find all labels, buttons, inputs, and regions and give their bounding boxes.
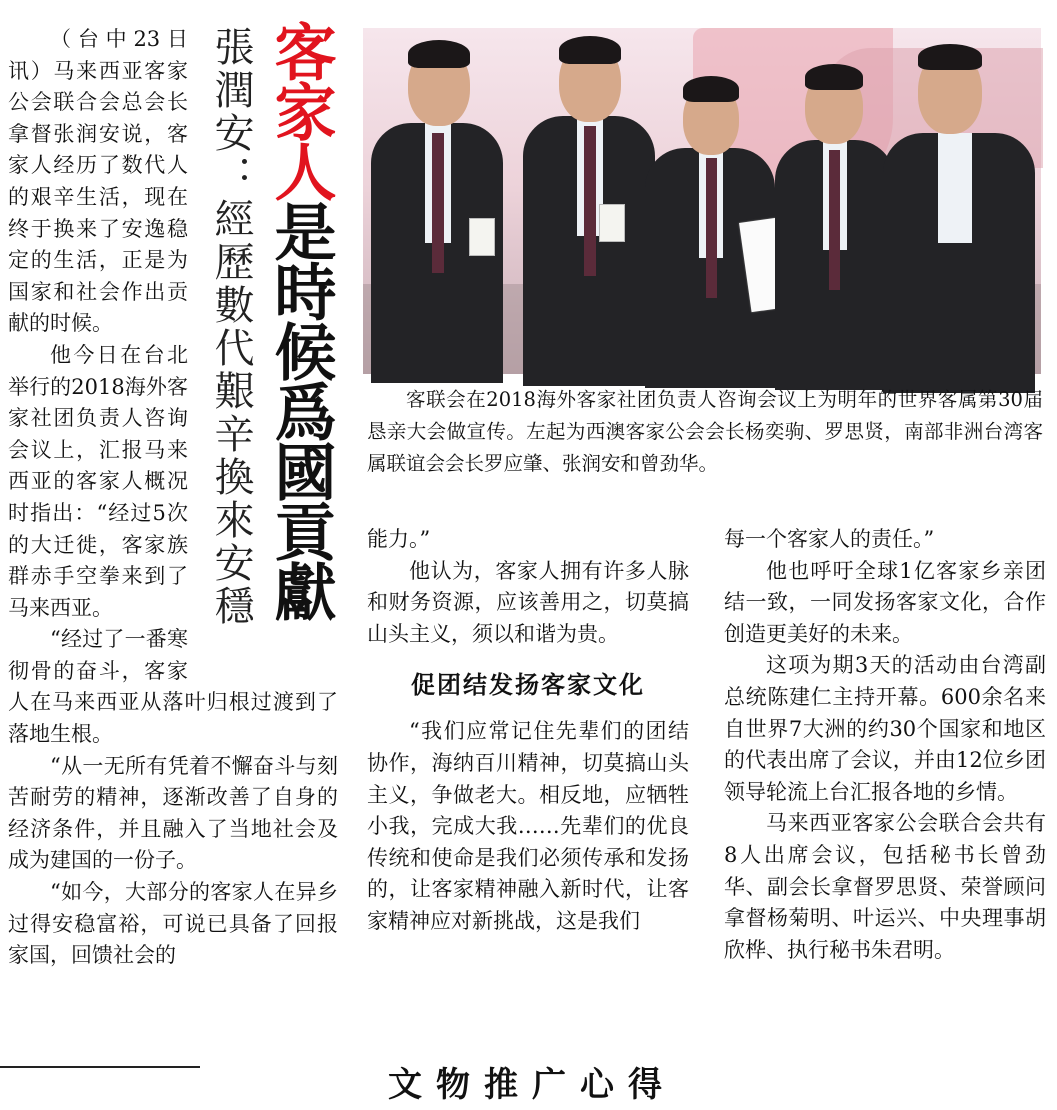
article-paragraph: 他今日在台北举行的2018海外客家社团负责人咨询会议上，汇报马来西亚的客家人概况时指出：“经过5次的大迁徙，客家族群赤手空拳来到了马来西亚。 [8, 342, 188, 620]
headline-block [205, 20, 340, 670]
article-paragraph: 他也呼吁全球1亿客家乡亲团结一致，一同发扬客家文化，合作创造更美好的未来。 [724, 558, 1046, 646]
photo-caption: 客联会在2018海外客家社团负责人咨询会议上为明年的世界客属第30届恳亲大会做宣传。左起为西澳客家公会会长杨奕驹、罗思贤，南部非洲台湾客属联谊会会长罗应肇、张润安和曾劲华。 [367, 388, 1043, 475]
article-paragraph: （台中23日讯）马来西亚客家公会联合会总会长拿督张润安说，客家人经历了数代人的艰辛生活，现在终于换来了安逸稳定的生活，正是为国家和社会作出贡献的时候。 [8, 27, 188, 336]
subheadline: 張潤安：經歷數代艱辛換來安穩 [208, 26, 254, 628]
news-photo [363, 28, 1041, 374]
divider-rule [0, 1066, 200, 1068]
headline-black-part: 是時候爲國貢獻 [264, 200, 337, 620]
article-continuation: 每一个客家人的责任。” [724, 527, 935, 551]
article-paragraph: “经过了一番寒彻骨的奋斗，客家人在马来西亚从落叶归根过渡到了落地生根。 [8, 627, 338, 747]
article-paragraph: “我们应常记住先辈们的团结协作，海纳百川精神，切莫搞山头主义，争做老大。相反地，应牺牲小我，完成大我……先辈们的优良传统和使命是我们必须传承和发扬的，让客家精神融入新时代，让客家精神应对新挑战，这是我们 [367, 719, 689, 933]
headline-red-part: 客家人 [264, 20, 337, 200]
headline [265, 20, 335, 620]
article-continuation: 能力。” [367, 527, 431, 551]
article-paragraph: 马来西亚客家公会联合会共有8人出席会议，包括秘书长曾劲华、副会长拿督罗思贤、荣誉顾问拿督杨菊明、叶运兴、中央理事胡欣桦、执行秘书朱君明。 [724, 811, 1046, 962]
article-paragraph: “如今，大部分的客家人在异乡过得安稳富裕，可说已具备了回报家国，回馈社会的 [8, 880, 338, 968]
article-paragraph: 这项为期3天的活动由台湾副总统陈建仁主持开幕。600余名来自世界7大洲的约30个国家和地区的代表出席了会议，并由12位乡团领导轮流上台汇报各地的乡情。 [724, 653, 1046, 804]
right-article-column [724, 524, 1046, 966]
next-article-headline: 文物推广心得 [388, 1065, 676, 1105]
section-heading: 促团结发扬客家文化 [411, 671, 645, 700]
article-paragraph: 他认为，客家人拥有许多人脉和财务资源，应该善用之，切莫搞山头主义，须以和谐为贵。 [367, 558, 689, 646]
article-paragraph: “从一无所有凭着不懈奋斗与刻苦耐劳的精神，逐渐改善了自身的经济条件，并且融入了当地社会及成为建国的一份子。 [8, 753, 338, 873]
middle-article-column [367, 524, 689, 938]
